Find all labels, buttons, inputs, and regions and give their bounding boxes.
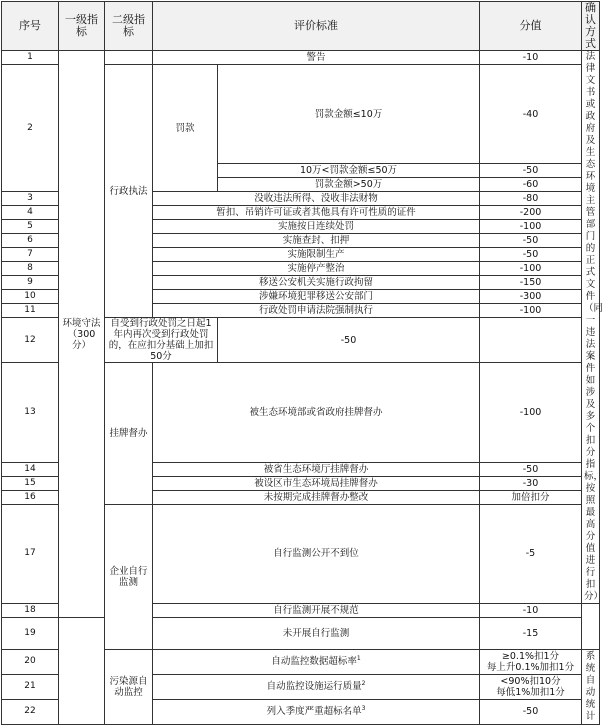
- criteria-text: 警告: [153, 51, 480, 65]
- score-value: -5: [480, 504, 582, 603]
- row-no: 19: [2, 618, 59, 650]
- score-value: -50: [218, 318, 480, 363]
- score-value: -200: [480, 206, 582, 220]
- criteria-text: 暂扣、吊销许可证或者其他具有许可性质的证件: [153, 206, 480, 220]
- level2-blank: [105, 51, 153, 65]
- row-no: 17: [2, 504, 59, 603]
- criteria-text: 自受到行政处罚之日起1年内再次受到行政处罚的，在应扣分基础上加扣50分: [105, 318, 218, 363]
- row-no: 20: [2, 649, 59, 674]
- footnote-mark: 3: [361, 705, 366, 712]
- row-no: 4: [2, 206, 59, 220]
- score-value: -100: [480, 220, 582, 234]
- score-line1: ≥0.1%扣1分: [501, 650, 560, 662]
- criteria-text: 被生态环境部或省政府挂牌督办: [153, 363, 480, 462]
- level2-selfmon: 企业自行监测: [105, 504, 153, 649]
- score-line2: 每低1%加扣1分: [496, 686, 565, 698]
- footnote-mark: 1: [356, 655, 361, 662]
- row-no: 14: [2, 462, 59, 476]
- table-row: [2, 618, 600, 650]
- score-value: -50: [480, 234, 582, 248]
- score-value: -300: [480, 290, 582, 304]
- row-no: 22: [2, 699, 59, 724]
- criteria-text: 未按期完成挂牌督办整改: [153, 490, 480, 504]
- level2-supervise: 挂牌督办: [105, 363, 153, 504]
- row-no: 12: [2, 318, 59, 363]
- row-no: 15: [2, 476, 59, 490]
- score-value: -100: [480, 304, 582, 318]
- criteria-text: 自行监测开展不规范: [153, 604, 480, 618]
- footnote-mark: 2: [361, 680, 366, 687]
- row-no: 1: [2, 51, 59, 65]
- confirm-legal: 法律文书或政府及生态环境主管部门的正式文件（同一违法案件如涉及多个扣分指标，按照最高分值进行扣分）: [582, 51, 600, 604]
- row-no: 13: [2, 363, 59, 462]
- header-confirm: 确认方式: [582, 2, 600, 51]
- score-value: -60: [480, 178, 582, 192]
- sub-fine: 罚款: [153, 65, 218, 192]
- criteria-text: 自动监控数据超标率$^1$: [153, 649, 480, 674]
- criteria-text: 罚款金额≤10万: [218, 65, 480, 164]
- header-row: [2, 2, 600, 51]
- score-value: [480, 674, 582, 699]
- score-line1: <90%扣10分: [500, 675, 561, 687]
- criteria-text: 移送公安机关实施行政拘留: [153, 276, 480, 290]
- row-no: 2: [2, 65, 59, 192]
- row-no: 18: [2, 604, 59, 618]
- score-line2: 每上升0.1%加扣1分: [486, 661, 575, 673]
- row-no: 10: [2, 290, 59, 304]
- header-seq: 序号: [2, 2, 59, 51]
- level1-blank: [59, 618, 105, 725]
- criteria-text: 被设区市生态环境局挂牌督办: [153, 476, 480, 490]
- criteria-text: 涉嫌环境犯罪移送公安部门: [153, 290, 480, 304]
- score-value: -40: [480, 65, 582, 164]
- criteria-text: 罚款金额>50万: [218, 178, 480, 192]
- row-no: 5: [2, 220, 59, 234]
- score-value: -50: [480, 699, 582, 724]
- score-value: -100: [480, 262, 582, 276]
- score-value: -100: [480, 363, 582, 462]
- score-value: -80: [480, 192, 582, 206]
- row-no: 11: [2, 304, 59, 318]
- score-value: -10: [480, 51, 582, 65]
- row-no: 8: [2, 262, 59, 276]
- score-value: -50: [480, 462, 582, 476]
- criteria-text: 未开展自行监测: [153, 618, 480, 650]
- criteria-text: 10万<罚款金额≤50万: [218, 164, 480, 178]
- criteria-text: 没收违法所得、没收非法财物: [153, 192, 480, 206]
- score-value: [480, 649, 582, 674]
- row-no: 21: [2, 674, 59, 699]
- confirm-auto: 系统自动统计: [582, 649, 600, 724]
- row-no: 3: [2, 192, 59, 206]
- score-value: -30: [480, 476, 582, 490]
- criteria-text: 实施查封、扣押: [153, 234, 480, 248]
- criteria-text: 自行监测公开不到位: [153, 504, 480, 603]
- score-value: -10: [480, 604, 582, 618]
- criteria-text: 自动监控设施运行质量$^2$: [153, 674, 480, 699]
- criteria-text: 实施停产整治: [153, 262, 480, 276]
- row-no: 16: [2, 490, 59, 504]
- table-row: [2, 51, 600, 65]
- score-value: -50: [480, 164, 582, 178]
- criteria-text: 列入季度严重超标名单$^3$: [153, 699, 480, 724]
- score-value: 加倍扣分: [480, 490, 582, 504]
- header-criteria: 评价标准: [153, 2, 480, 51]
- header-level2: 二级指标: [105, 2, 153, 51]
- criteria-text: 行政处罚申请法院强制执行: [153, 304, 480, 318]
- level1-environment: 环境守法（300分）: [59, 51, 105, 618]
- criteria-text: 实施按日连续处罚: [153, 220, 480, 234]
- level2-automon: 污染源自动监控: [105, 649, 153, 724]
- header-level1: 一级指标: [59, 2, 105, 51]
- row-no: 6: [2, 234, 59, 248]
- row-no: 7: [2, 248, 59, 262]
- criteria-text: 实施限制生产: [153, 248, 480, 262]
- level2-admin: 行政执法: [105, 65, 153, 318]
- header-score: 分值: [480, 2, 582, 51]
- score-value: -150: [480, 276, 582, 290]
- criteria-text: 被省生态环境厅挂牌督办: [153, 462, 480, 476]
- evaluation-table: [1, 1, 603, 725]
- score-value: -15: [480, 618, 582, 650]
- score-value: -50: [480, 248, 582, 262]
- row-no: 9: [2, 276, 59, 290]
